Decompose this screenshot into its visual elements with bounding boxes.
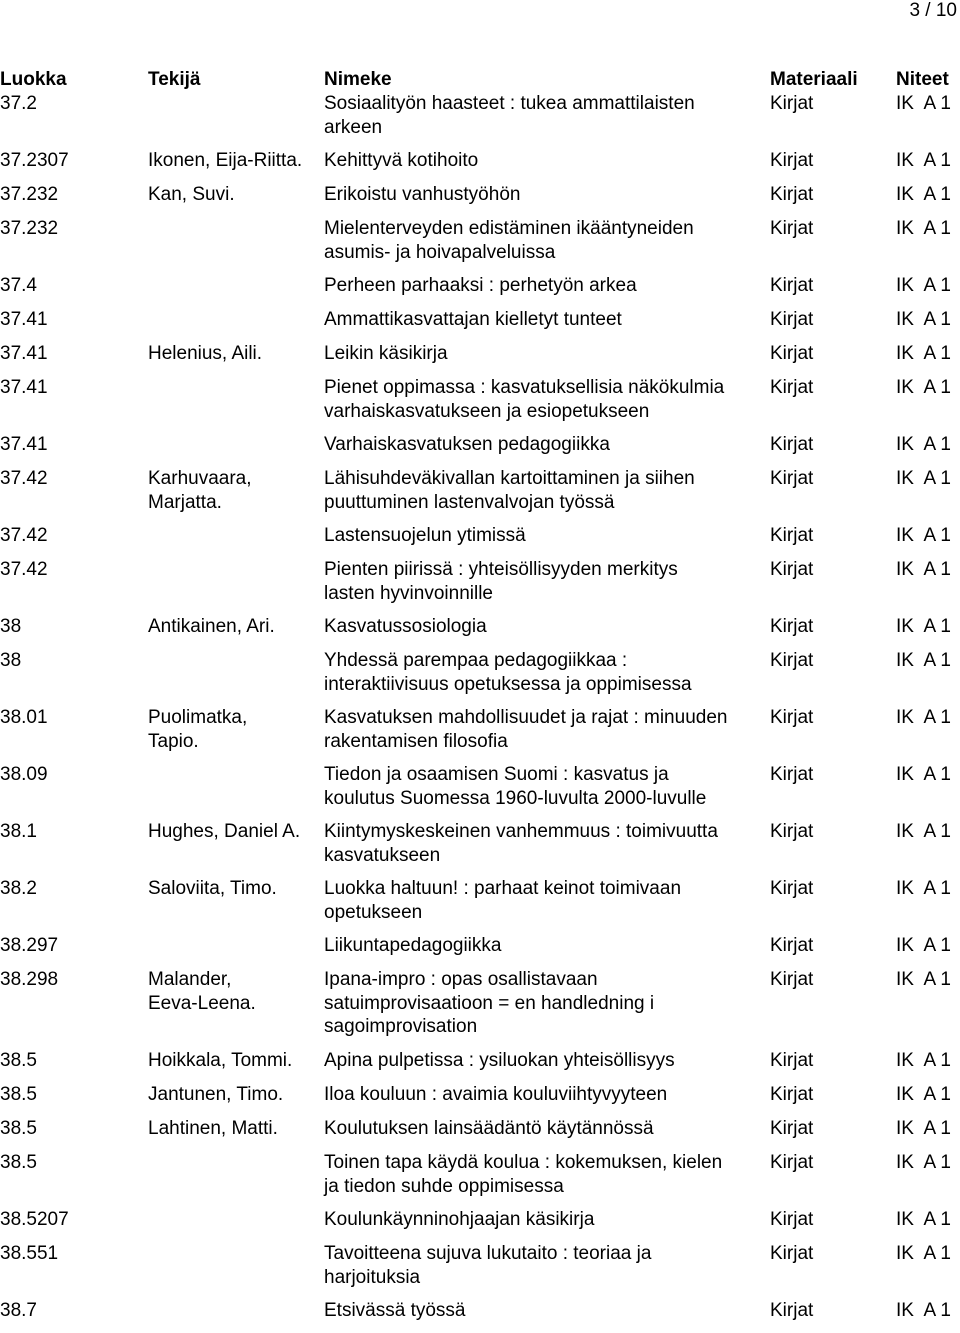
book-title-line: Varhaiskasvatuksen pedagogiikka bbox=[324, 434, 610, 455]
book-title bbox=[324, 149, 770, 173]
material-type: Kirjat bbox=[770, 343, 814, 364]
material-type: Kirjat bbox=[770, 93, 814, 114]
book-title-line: varhaiskasvatukseen ja esiopetukseen bbox=[324, 400, 650, 422]
book-title-line: Kehittyvä kotihoito bbox=[324, 150, 479, 171]
material-type: Kirjat bbox=[770, 1243, 814, 1264]
table-row bbox=[0, 763, 960, 820]
table-row bbox=[0, 308, 960, 342]
book-title bbox=[324, 342, 770, 366]
class-number: 38.551 bbox=[0, 1243, 59, 1264]
location-code: IK A 1 bbox=[896, 1084, 951, 1105]
class-number: 38.297 bbox=[0, 935, 59, 956]
location-code: IK A 1 bbox=[896, 468, 951, 489]
catalog-list bbox=[0, 68, 960, 1333]
author-name-line: Marjatta. bbox=[148, 491, 222, 513]
book-title bbox=[324, 92, 770, 139]
author-name bbox=[148, 706, 324, 753]
book-title-line: satuimprovisaatioon = en handledning i bbox=[324, 992, 655, 1014]
table-row bbox=[0, 1049, 960, 1083]
location-code: IK A 1 bbox=[896, 343, 951, 364]
location-code: IK A 1 bbox=[896, 969, 951, 990]
author-name bbox=[148, 467, 324, 514]
author-name: Helenius, Aili. bbox=[148, 343, 263, 364]
location-code: IK A 1 bbox=[896, 150, 951, 171]
class-number: 38.2 bbox=[0, 878, 37, 899]
table-row bbox=[0, 558, 960, 615]
material-type: Kirjat bbox=[770, 935, 814, 956]
book-title-line: Luokka haltuun! : parhaat keinot toimivaan bbox=[324, 878, 682, 899]
table-row bbox=[0, 820, 960, 877]
material-type: Kirjat bbox=[770, 1209, 814, 1230]
class-number: 37.42 bbox=[0, 559, 48, 580]
location-code: IK A 1 bbox=[896, 93, 951, 114]
book-title-line: Sosiaalityön haasteet : tukea ammattilaisten bbox=[324, 93, 695, 114]
location-code: IK A 1 bbox=[896, 275, 951, 296]
class-number: 38 bbox=[0, 616, 22, 637]
location-code: IK A 1 bbox=[896, 821, 951, 842]
location-code: IK A 1 bbox=[896, 184, 951, 205]
book-title bbox=[324, 433, 770, 457]
class-number: 38.5 bbox=[0, 1118, 37, 1139]
catalog-rows bbox=[0, 92, 960, 1333]
book-title bbox=[324, 934, 770, 958]
table-row bbox=[0, 376, 960, 433]
book-title bbox=[324, 877, 770, 924]
table-row bbox=[0, 149, 960, 183]
book-title bbox=[324, 376, 770, 423]
material-type: Kirjat bbox=[770, 377, 814, 398]
location-code: IK A 1 bbox=[896, 1209, 951, 1230]
location-code: IK A 1 bbox=[896, 309, 951, 330]
material-type: Kirjat bbox=[770, 764, 814, 785]
author-name: Hughes, Daniel A. bbox=[148, 821, 301, 842]
location-code: IK A 1 bbox=[896, 559, 951, 580]
book-title bbox=[324, 217, 770, 264]
location-code: IK A 1 bbox=[896, 1050, 951, 1071]
book-title-line: arkeen bbox=[324, 116, 383, 138]
table-row bbox=[0, 615, 960, 649]
table-row bbox=[0, 183, 960, 217]
book-title-line: lasten hyvinvoinnille bbox=[324, 582, 493, 604]
author-name: Ikonen, Eija-Riitta. bbox=[148, 150, 303, 171]
book-title-line: ja tiedon suhde oppimisessa bbox=[324, 1175, 564, 1197]
table-row bbox=[0, 649, 960, 706]
material-type: Kirjat bbox=[770, 878, 814, 899]
material-type: Kirjat bbox=[770, 1084, 814, 1105]
table-row bbox=[0, 1083, 960, 1117]
book-title-line: Kiintymyskeskeinen vanhemmuus : toimivuutta bbox=[324, 821, 718, 842]
material-type: Kirjat bbox=[770, 218, 814, 239]
class-number: 37.41 bbox=[0, 434, 48, 455]
table-row bbox=[0, 524, 960, 558]
class-number: 37.2 bbox=[0, 93, 37, 114]
material-type: Kirjat bbox=[770, 1152, 814, 1173]
location-code: IK A 1 bbox=[896, 935, 951, 956]
table-row bbox=[0, 1151, 960, 1208]
book-title-line: Iloa kouluun : avaimia kouluviihtyvyyteen bbox=[324, 1084, 668, 1105]
book-title-line: Apina pulpetissa : ysiluokan yhteisöllisyys bbox=[324, 1050, 675, 1071]
class-number: 38 bbox=[0, 650, 22, 671]
table-row bbox=[0, 706, 960, 763]
book-title bbox=[324, 1299, 770, 1323]
location-code: IK A 1 bbox=[896, 764, 951, 785]
author-name: Kan, Suvi. bbox=[148, 184, 235, 205]
author-name: Jantunen, Timo. bbox=[148, 1084, 284, 1105]
book-title bbox=[324, 1208, 770, 1232]
table-row bbox=[0, 1117, 960, 1151]
book-title bbox=[324, 1242, 770, 1289]
material-type: Kirjat bbox=[770, 559, 814, 580]
location-code: IK A 1 bbox=[896, 878, 951, 899]
location-code: IK A 1 bbox=[896, 1152, 951, 1173]
column-header-author: Tekijä bbox=[148, 69, 201, 90]
location-code: IK A 1 bbox=[896, 434, 951, 455]
book-title bbox=[324, 1117, 770, 1141]
class-number: 38.09 bbox=[0, 764, 48, 785]
book-title bbox=[324, 467, 770, 514]
location-code: IK A 1 bbox=[896, 650, 951, 671]
book-title-line: Yhdessä parempaa pedagogiikkaa : bbox=[324, 650, 628, 671]
book-title-line: Pienten piirissä : yhteisöllisyyden merkitys bbox=[324, 559, 678, 580]
author-name bbox=[148, 968, 324, 1015]
book-title bbox=[324, 524, 770, 548]
book-title-line: harjoituksia bbox=[324, 1266, 421, 1288]
location-code: IK A 1 bbox=[896, 218, 951, 239]
book-title bbox=[324, 1049, 770, 1073]
table-row bbox=[0, 342, 960, 376]
book-title-line: Koulutuksen lainsäädäntö käytännössä bbox=[324, 1118, 654, 1139]
material-type: Kirjat bbox=[770, 1050, 814, 1071]
table-row bbox=[0, 1208, 960, 1242]
material-type: Kirjat bbox=[770, 309, 814, 330]
class-number: 38.01 bbox=[0, 707, 48, 728]
material-type: Kirjat bbox=[770, 275, 814, 296]
author-name: Saloviita, Timo. bbox=[148, 878, 277, 899]
column-header-material: Materiaali bbox=[770, 69, 858, 90]
class-number: 38.7 bbox=[0, 1300, 37, 1321]
material-type: Kirjat bbox=[770, 525, 814, 546]
book-title-line: Toinen tapa käydä koulua : kokemuksen, kielen bbox=[324, 1152, 723, 1173]
column-header-class: Luokka bbox=[0, 69, 67, 90]
class-number: 38.5 bbox=[0, 1050, 37, 1071]
material-type: Kirjat bbox=[770, 1118, 814, 1139]
location-code: IK A 1 bbox=[896, 1300, 951, 1321]
book-title-line: Perheen parhaaksi : perhetyön arkea bbox=[324, 275, 637, 296]
class-number: 38.5 bbox=[0, 1084, 37, 1105]
book-title-line: Erikoistu vanhustyöhön bbox=[324, 184, 521, 205]
book-title-line: Ipana-impro : opas osallistavaan bbox=[324, 969, 598, 990]
class-number: 37.42 bbox=[0, 468, 48, 489]
author-name-line: Karhuvaara, bbox=[148, 468, 252, 489]
author-name-line: Tapio. bbox=[148, 730, 199, 752]
book-title bbox=[324, 968, 770, 1039]
book-title bbox=[324, 183, 770, 207]
book-title-line: Tavoitteena sujuva lukutaito : teoriaa ja bbox=[324, 1243, 652, 1264]
class-number: 37.41 bbox=[0, 377, 48, 398]
book-title bbox=[324, 1083, 770, 1107]
location-code: IK A 1 bbox=[896, 1118, 951, 1139]
table-row bbox=[0, 934, 960, 968]
class-number: 37.232 bbox=[0, 184, 59, 205]
book-title-line: puuttuminen lastenvalvojan työssä bbox=[324, 491, 615, 513]
book-title-line: Lastensuojelun ytimissä bbox=[324, 525, 526, 546]
location-code: IK A 1 bbox=[896, 525, 951, 546]
author-name-line: Malander, bbox=[148, 969, 232, 990]
book-title-line: opetukseen bbox=[324, 901, 423, 923]
column-header-title: Nimeke bbox=[324, 69, 392, 90]
material-type: Kirjat bbox=[770, 434, 814, 455]
book-title-line: koulutus Suomessa 1960-luvulta 2000-luvulle bbox=[324, 787, 707, 809]
author-name-line: Eeva-Leena. bbox=[148, 992, 256, 1014]
table-row bbox=[0, 433, 960, 467]
material-type: Kirjat bbox=[770, 969, 814, 990]
column-header-row bbox=[0, 68, 960, 92]
location-code: IK A 1 bbox=[896, 707, 951, 728]
material-type: Kirjat bbox=[770, 184, 814, 205]
material-type: Kirjat bbox=[770, 1300, 814, 1321]
class-number: 38.298 bbox=[0, 969, 59, 990]
book-title-line: Kasvatussosiologia bbox=[324, 616, 487, 637]
book-title bbox=[324, 308, 770, 332]
table-row bbox=[0, 877, 960, 934]
class-number: 38.5207 bbox=[0, 1209, 69, 1230]
book-title-line: sagoimprovisation bbox=[324, 1016, 478, 1037]
book-title bbox=[324, 763, 770, 810]
location-code: IK A 1 bbox=[896, 377, 951, 398]
book-title-line: asumis- ja hoivapalveluissa bbox=[324, 241, 556, 263]
book-title-line: Lähisuhdeväkivallan kartoittaminen ja siihen bbox=[324, 468, 695, 489]
author-name: Hoikkala, Tommi. bbox=[148, 1050, 293, 1071]
book-title-line: Kasvatuksen mahdollisuudet ja rajat : minuuden bbox=[324, 707, 728, 728]
class-number: 38.5 bbox=[0, 1152, 37, 1173]
material-type: Kirjat bbox=[770, 150, 814, 171]
book-title-line: Mielenterveyden edistäminen ikääntyneiden bbox=[324, 218, 694, 239]
class-number: 37.41 bbox=[0, 343, 48, 364]
table-row bbox=[0, 467, 960, 524]
book-title bbox=[324, 820, 770, 867]
book-title bbox=[324, 649, 770, 696]
table-row bbox=[0, 1242, 960, 1299]
material-type: Kirjat bbox=[770, 707, 814, 728]
book-title-line: rakentamisen filosofia bbox=[324, 730, 508, 752]
book-title-line: interaktiivisuus opetuksessa ja oppimisessa bbox=[324, 673, 692, 695]
book-title-line: Liikuntapedagogiikka bbox=[324, 935, 502, 956]
author-name: Antikainen, Ari. bbox=[148, 616, 275, 637]
location-code: IK A 1 bbox=[896, 616, 951, 637]
book-title-line: Ammattikasvattajan kielletyt tunteet bbox=[324, 309, 622, 330]
class-number: 38.1 bbox=[0, 821, 37, 842]
book-title-line: Leikin käsikirja bbox=[324, 343, 448, 364]
book-title-line: Koulunkäynninohjaajan käsikirja bbox=[324, 1209, 595, 1230]
book-title bbox=[324, 706, 770, 753]
material-type: Kirjat bbox=[770, 650, 814, 671]
class-number: 37.4 bbox=[0, 275, 37, 296]
book-title-line: Etsivässä työssä bbox=[324, 1300, 466, 1321]
book-title bbox=[324, 274, 770, 298]
author-name-line: Puolimatka, bbox=[148, 707, 248, 728]
column-header-location: Niteet bbox=[896, 69, 949, 90]
book-title bbox=[324, 1151, 770, 1198]
book-title bbox=[324, 558, 770, 605]
book-title-line: Pienet oppimassa : kasvatuksellisia näkökulmia bbox=[324, 377, 725, 398]
table-row bbox=[0, 1299, 960, 1333]
table-row bbox=[0, 92, 960, 149]
author-name: Lahtinen, Matti. bbox=[148, 1118, 278, 1139]
material-type: Kirjat bbox=[770, 821, 814, 842]
class-number: 37.41 bbox=[0, 309, 48, 330]
page-number: 3 / 10 bbox=[909, 0, 957, 21]
table-row bbox=[0, 968, 960, 1049]
location-code: IK A 1 bbox=[896, 1243, 951, 1264]
table-row bbox=[0, 274, 960, 308]
book-title-line: kasvatukseen bbox=[324, 844, 441, 866]
book-title bbox=[324, 615, 770, 639]
class-number: 37.232 bbox=[0, 218, 59, 239]
table-row bbox=[0, 217, 960, 274]
class-number: 37.42 bbox=[0, 525, 48, 546]
book-title-line: Tiedon ja osaamisen Suomi : kasvatus ja bbox=[324, 764, 669, 785]
material-type: Kirjat bbox=[770, 616, 814, 637]
class-number: 37.2307 bbox=[0, 150, 69, 171]
material-type: Kirjat bbox=[770, 468, 814, 489]
